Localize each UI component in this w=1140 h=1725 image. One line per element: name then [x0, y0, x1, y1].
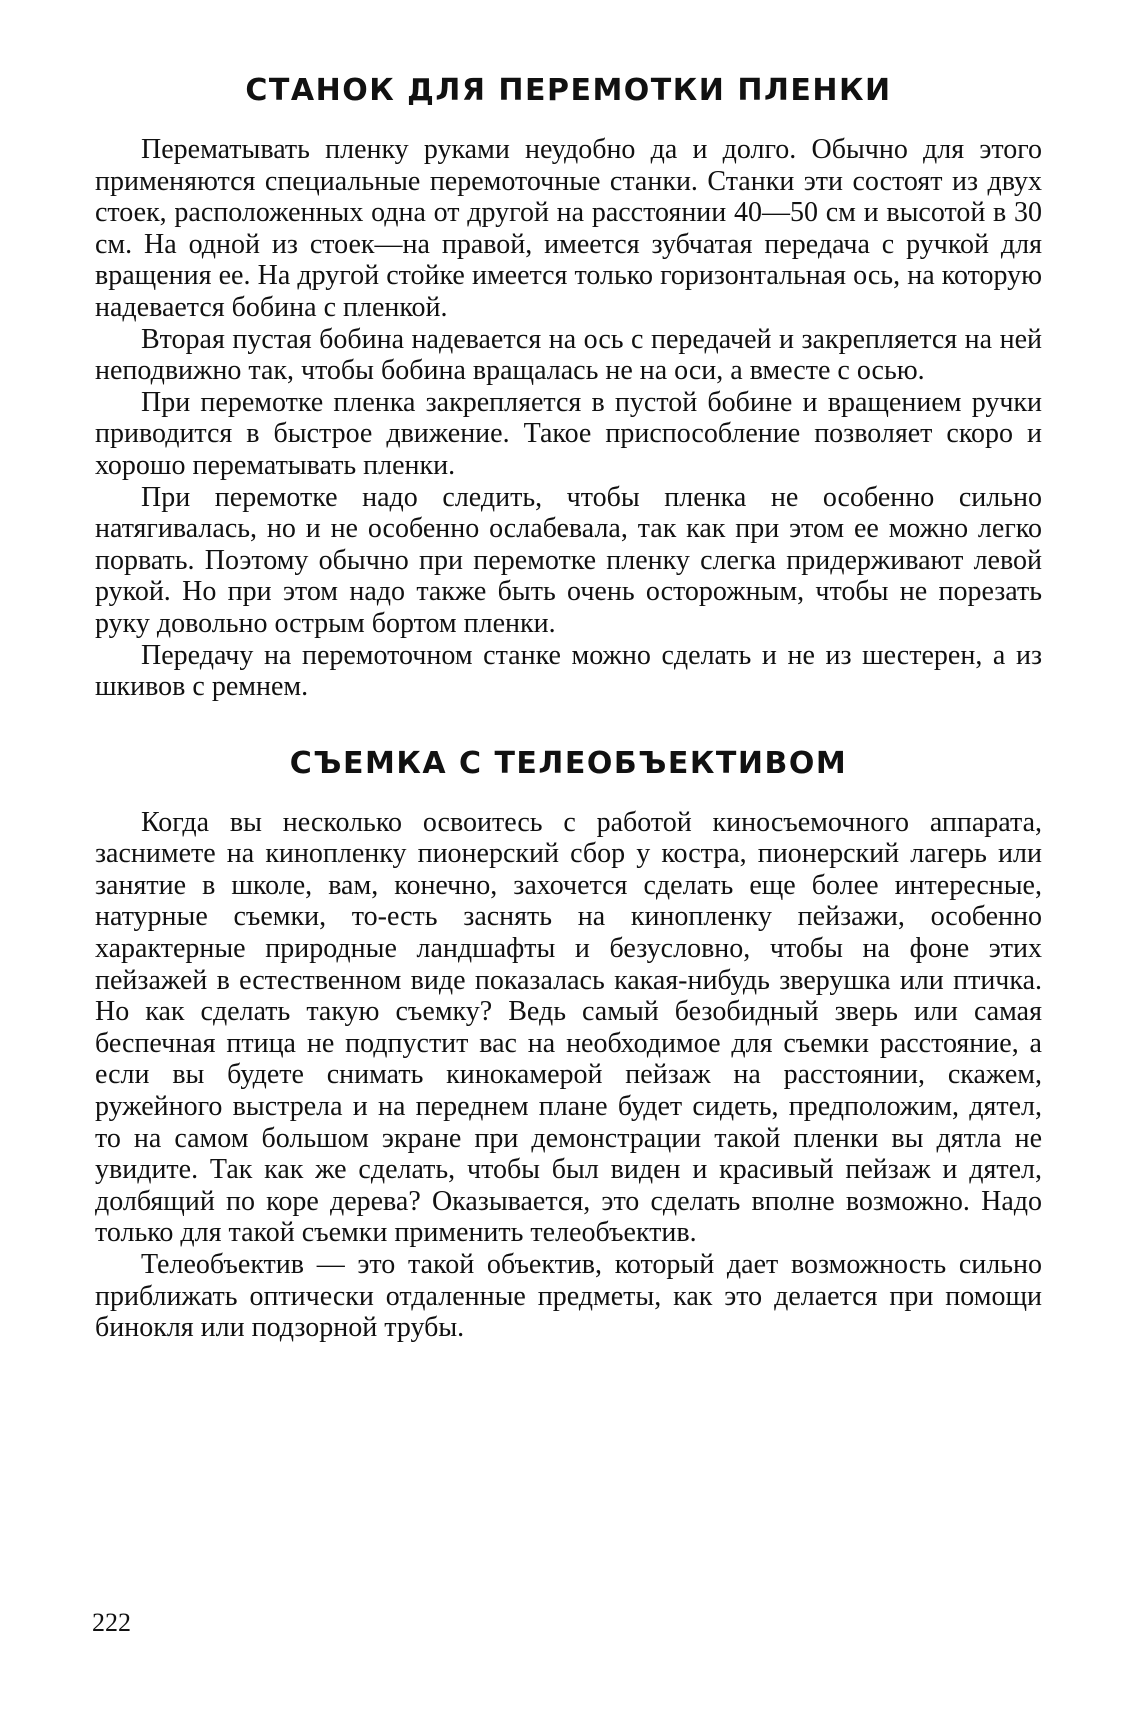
paragraph: Перематывать пленку руками неудобно да и долго. Обычно для этого применяются специальные перемоточные станки. Станки эти состоят из двух стоек, расположенных одна от другой на расстоянии 40—50 см и высотой в 30 см. На одной из стоек—на правой, имеется зубчатая передача с ручкой для вращения ее. На другой стойке имеется только горизонтальная ось, на которую надевается бобина с пленкой.	[95, 134, 1042, 323]
paragraph: При перемотке пленка закрепляется в пустой бобине и вращением ручки приводится в быстрое движение. Такое приспособление позволяет скоро и хорошо перематывать пленки.	[95, 386, 1042, 481]
page-number: 222	[92, 1608, 131, 1637]
paragraph: Вторая пустая бобина надевается на ось с передачей и закрепляется на ней неподвижно так, чтобы бобина вращалась не на оси, а вместе с осью.	[95, 323, 1042, 387]
paragraph: Когда вы несколько освоитесь с работой киносъемочного аппарата, заснимете на кинопленку пионерский сбор у костра, пионерский лагерь или занятие в школе, вам, конечно, захочется сделать еще более интересные, натурные съемки, то-есть заснять на кинопленку пейзажи, особенно характерные природные ландшафты и безусловно, чтобы на фоне этих пейзажей в естественном виде показалась какая-нибудь зверушка или птичка. Но как сделать такую съемку? Ведь самый безобидный зверь или самая беспечная птица не подпустит вас на необходимое для съемки расстояние, а если вы будете снимать кинокамерой пейзаж на расстоянии, скажем, ружейного выстрела и на переднем плане будет сидеть, предположим, дятел, то на самом большом экране при демонстрации такой пленки вы дятла не увидите. Так как же сделать, чтобы был виден и красивый пейзаж и дятел, долбящий по коре дерева? Оказывается, это сделать вполне возможно. Надо только для такой съемки применить телеобъектив.	[95, 806, 1042, 1249]
paragraph: При перемотке надо следить, чтобы пленка не особенно сильно натягивалась, но и не особенно ослабевала, так как при этом ее можно легко порвать. Поэтому обычно при перемотке пленку слегка придерживают левой рукой. Но при этом надо также быть очень осторожным, чтобы не порезать руку довольно острым бортом пленки.	[95, 481, 1042, 639]
paragraph: Передачу на перемоточном станке можно сделать и не из шестерен, а из шкивов с ремнем.	[95, 639, 1042, 703]
text-column	[95, 60, 1042, 1344]
section-title-film-rewinder: СТАНОК ДЛЯ ПЕРЕМОТКИ ПЛЕНКИ	[245, 73, 892, 108]
section-title-telephoto-shooting: СЪЕМКА С ТЕЛЕОБЪЕКТИВОМ	[289, 745, 848, 781]
paragraph: Телеобъектив — это такой объектив, который дает возможность сильно приближать оптически отдаленные предметы, как это делается при помощи бинокля или подзорной трубы.	[95, 1249, 1042, 1344]
